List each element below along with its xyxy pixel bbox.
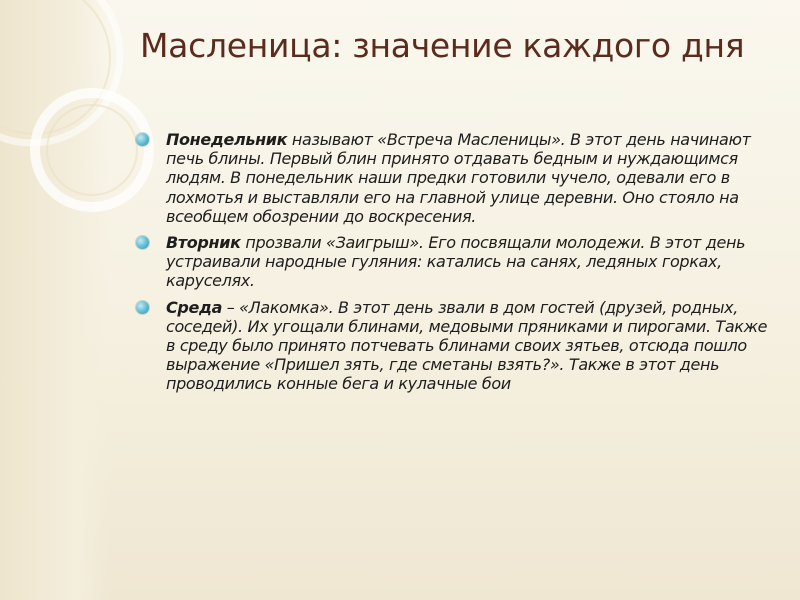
text-wednesday: – «Лакомка». В этот день звали в дом гостей (друзей, родных, соседей). Их угощали блинами, медовыми пряниками и пирогами. Также в среду было принято потчевать блинами своих зятьев, отсюда пошло выражение «Пришел зять, где сметаны взять?». Также в этот день проводились конные бега и кулачные бои (166, 297, 768, 394)
paragraph-wednesday (136, 298, 776, 394)
bullet-icon (136, 301, 149, 314)
term-wednesday: Среда (166, 297, 223, 317)
paragraph-monday (136, 130, 776, 226)
term-tuesday: Вторник (166, 233, 241, 253)
content-list (136, 130, 776, 401)
text-monday: называют «Встреча Масленицы». В этот день начинают печь блины. Первый блин принято отдавать бедным и нуждающимся людям. В понедельник наши предки готовили чучело, одевали его в лохмотья и выставляли его на главной улице деревни. Оно стояло на всеобщем обозрении до воскресения. (166, 130, 751, 226)
paragraph-tuesday (136, 233, 776, 291)
text-tuesday: прозвали «Заигрыш». Его посвящали молодежи. В этот день устраивали народные гуляния: катались на санях, ледяных горках, каруселях. (166, 233, 746, 291)
term-monday: Понедельник (166, 130, 288, 149)
bullet-icon (136, 236, 149, 249)
slide-title: Масленица: значение каждого дня (140, 26, 745, 65)
bullet-icon (136, 133, 149, 146)
